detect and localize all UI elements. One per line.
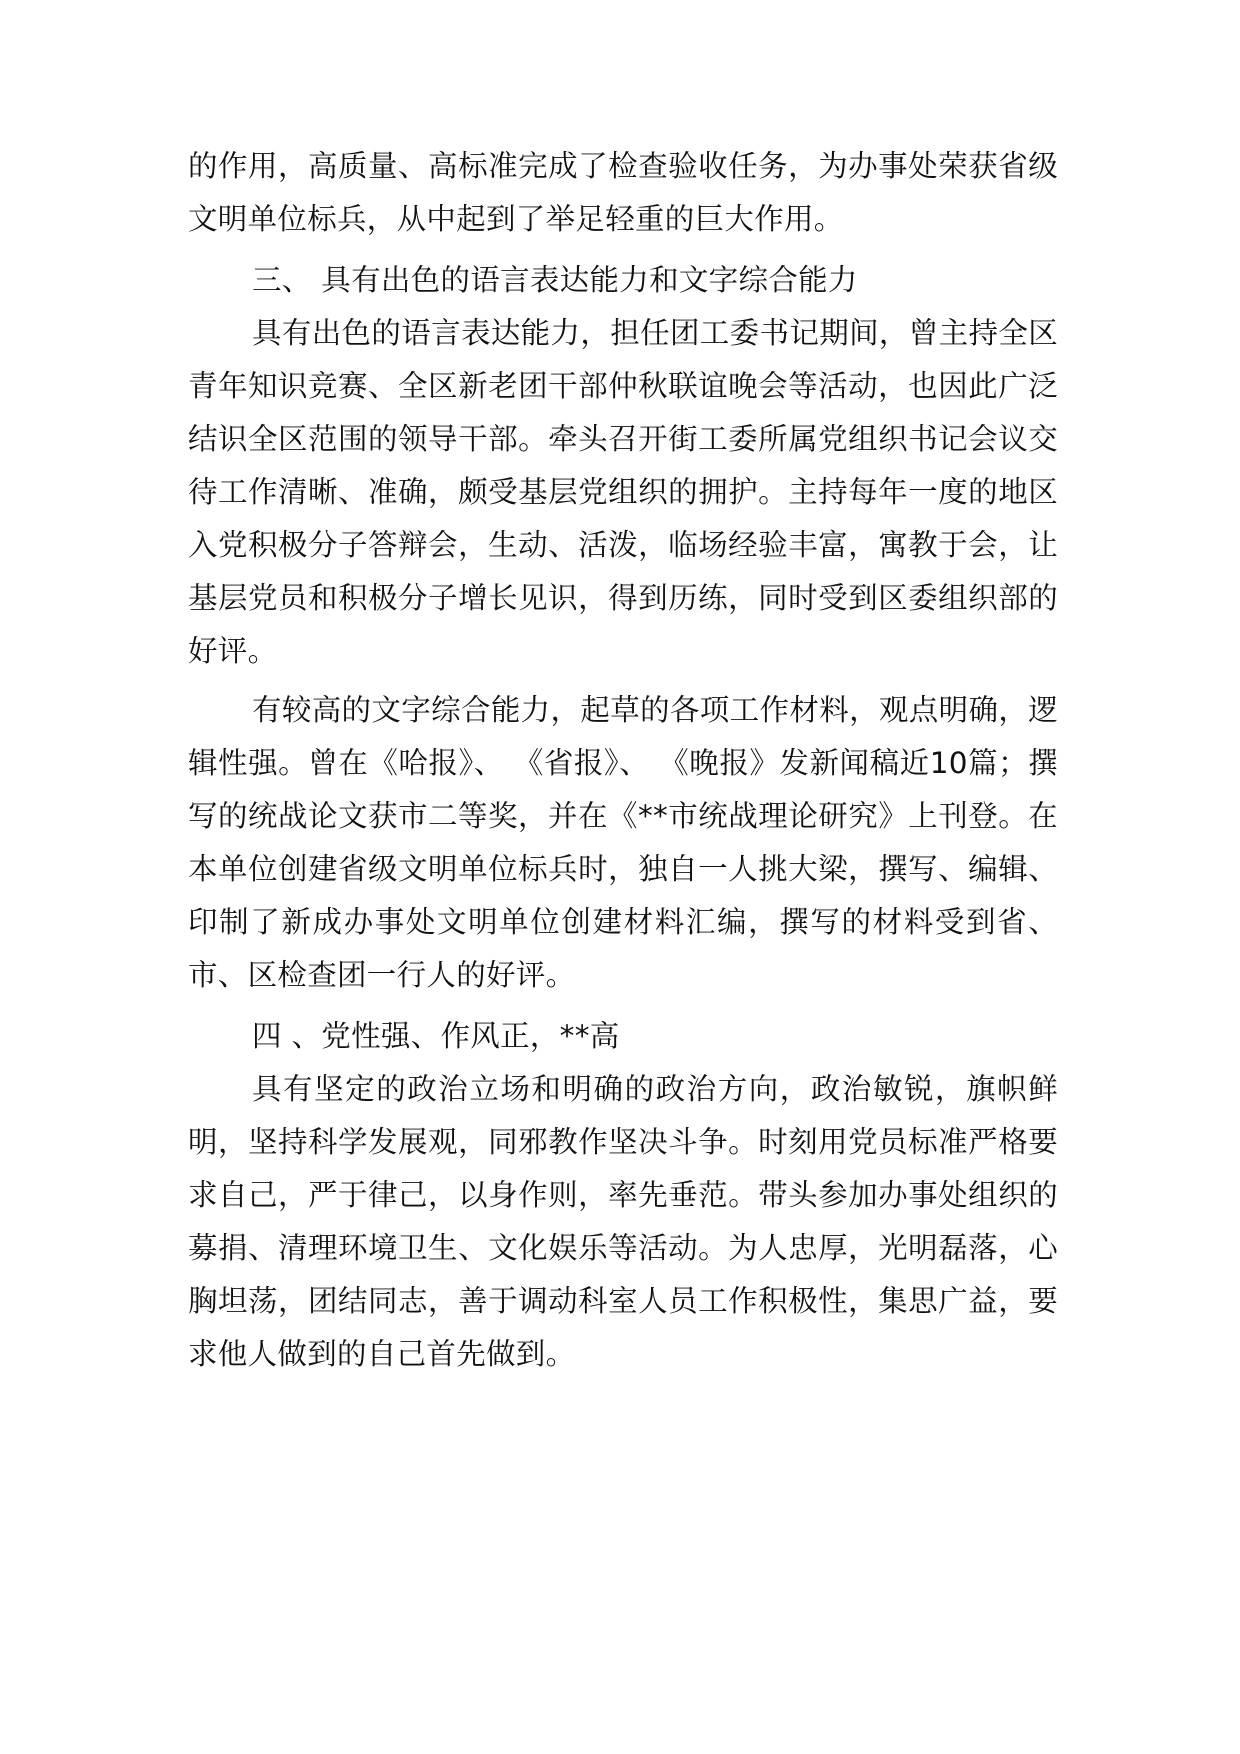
paragraph-writing-ability: 有较高的文字综合能力，起草的各项工作材料，观点明确，逻辑性强。曾在《哈报》、 《省报》、 《晚报》发新闻稿近10篇；撰写的统战论文获市二等奖，并在《**市统战理论研究》上刊登。在本单位创建省级文明单位标兵时，独自一人挑大梁，撰写、编辑、印制了新成办事处文明单位创建材料汇编，撰写的材料受到省、市、区检查团一行人的好评。 [188, 693, 1058, 992]
paragraph-continuation: 的作用，高质量、高标准完成了检查验收任务，为办事处荣获省级文明单位标兵，从中起到了举足轻重的巨大作用。 [188, 149, 1058, 236]
paragraph-party-spirit: 具有坚定的政治立场和明确的政治方向，政治敏锐，旗帜鲜明，坚持科学发展观，同邪教作坚决斗争。时刻用党员标准严格要求自己，严于律己，以身作则，率先垂范。带头参加办事处组织的募捐、清理环境卫生、文化娱乐等活动。为人忠厚，光明磊落，心胸坦荡，团结同志，善于调动科室人员工作积极性，集思广益，要求他人做到的自己首先做到。 [188, 1072, 1058, 1371]
section-heading-four: 四 、党性强、作风正，**高 [252, 1019, 620, 1053]
document-body [188, 140, 1058, 1381]
paragraph-language-ability: 具有出色的语言表达能力，担任团工委书记期间，曾主持全区青年知识竞赛、全区新老团干部仲秋联谊晚会等活动，也因此广泛结识全区范围的领导干部。牵头召开街工委所属党组织书记会议交待工作清晰、准确，颇受基层党组织的拥护。主持每年一度的地区入党积极分子答辩会，生动、活泼，临场经验丰富，寓教于会，让基层党员和积极分子增长见识，得到历练，同时受到区委组织部的好评。 [188, 316, 1058, 668]
section-heading-three: 三、 具有出色的语言表达能力和文字综合能力 [252, 263, 858, 297]
